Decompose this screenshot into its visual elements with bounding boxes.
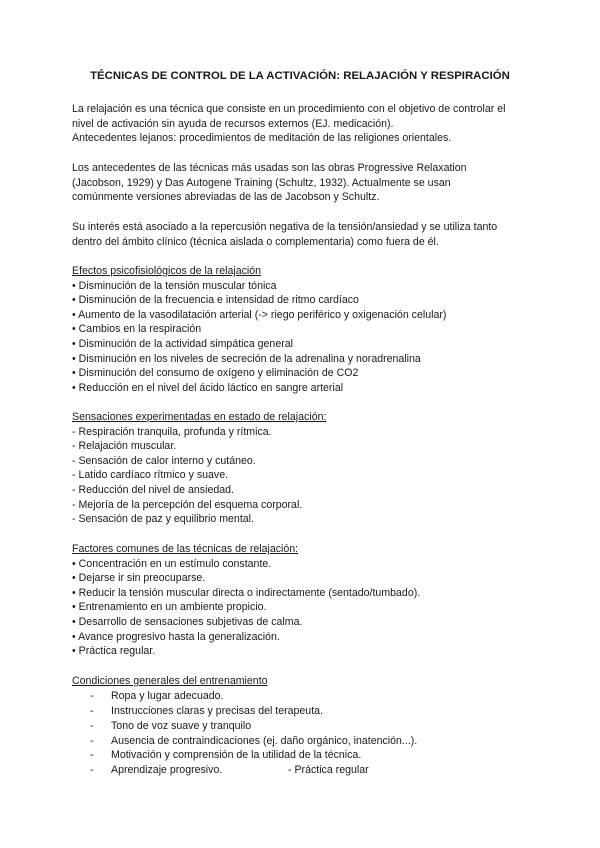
efectos-item: • Disminución de la tensión muscular tónica xyxy=(72,279,277,292)
condiciones-item xyxy=(72,748,542,763)
interes-line: Su interés está asociado a la repercusión negativa de la tensión/ansiedad y se utiliza tanto xyxy=(72,221,498,233)
condiciones-item xyxy=(72,763,542,778)
efectos-item: • Cambios en la respiración xyxy=(72,323,202,336)
sensaciones-section xyxy=(72,410,542,527)
sensaciones-item: - Sensación de paz y equilibrio mental. xyxy=(72,513,254,526)
sensaciones-item: - Relajación muscular. xyxy=(72,440,177,453)
condiciones-section xyxy=(72,674,542,778)
efectos-item: • Disminución de la actividad simpática general xyxy=(72,337,293,350)
dash-marker: - xyxy=(90,734,94,747)
factores-item: • Desarrollo de sensaciones subjetivas de calma. xyxy=(72,615,303,628)
interes-paragraph xyxy=(72,220,542,249)
condiciones-item xyxy=(72,704,542,719)
condiciones-item xyxy=(72,689,542,704)
sensaciones-item: - Reducción del nivel de ansiedad. xyxy=(72,483,234,496)
factores-item: • Dejarse ir sin preocuparse. xyxy=(72,572,206,585)
dash-marker: - xyxy=(90,764,94,777)
dash-marker: - xyxy=(90,704,94,717)
interes-line: dentro del ámbito clínico (técnica aislada o complementaria) como fuera de él. xyxy=(72,235,439,248)
condiciones-item xyxy=(72,719,542,734)
condiciones-item-text: Aprendizaje progresivo. xyxy=(111,764,223,777)
sensaciones-heading: Sensaciones experimentadas en estado de relajación: xyxy=(72,411,327,423)
condiciones-item-text: Instrucciones claras y precisas del terapeuta. xyxy=(111,704,323,717)
efectos-item: • Disminución en los niveles de secreción de la adrenalina y noradrenalina xyxy=(72,352,421,365)
antecedentes-line: comúnmente versiones abreviadas de las de Jacobson y Schultz. xyxy=(72,191,380,204)
page-title: TÉCNICAS DE CONTROL DE LA ACTIVACIÓN: RELAJACIÓN Y RESPIRACIÓN xyxy=(90,70,510,82)
antecedentes-line: (Jacobson, 1929) y Das Autogene Training (Schultz, 1932). Actualmente se usan xyxy=(72,176,451,189)
sensaciones-item: - Latido cardíaco rítmico y suave. xyxy=(72,469,229,482)
intro-line: nivel de activación sin ayuda de recursos externos (EJ. medicación). xyxy=(72,117,394,130)
antecedentes-line: Los antecedentes de las técnicas más usadas son las obras Progressive Relaxation xyxy=(72,162,467,174)
efectos-item: • Aumento de la vasodilatación arterial (-> riego periférico y oxigenación celular) xyxy=(72,308,447,321)
dash-marker: - xyxy=(90,719,94,732)
factores-item: • Concentración en un estímulo constante. xyxy=(72,557,272,570)
condiciones-item-text: Tono de voz suave y tranquilo xyxy=(111,719,252,732)
condiciones-item xyxy=(72,734,542,749)
antecedentes-paragraph xyxy=(72,161,542,205)
condiciones-item-text: Ropa y lugar adecuado. xyxy=(111,689,224,702)
efectos-section xyxy=(72,264,542,395)
intro-line: La relajación es una técnica que consiste en un procedimiento con el objetivo de controlar el xyxy=(72,103,506,115)
intro-line: Antecedentes lejanos: procedimientos de meditación de las religiones orientales. xyxy=(72,132,452,145)
efectos-heading: Efectos psicofisiológicos de la relajación xyxy=(72,265,262,277)
efectos-item: • Disminución del consumo de oxígeno y eliminación de CO2 xyxy=(72,367,359,380)
intro-paragraph xyxy=(72,102,542,146)
efectos-item: • Reducción en el nivel del ácido láctico en sangre arterial xyxy=(72,381,344,394)
sensaciones-item: - Mejoría de la percepción del esquema corporal. xyxy=(72,498,303,511)
dash-marker: - xyxy=(90,749,94,762)
dash-marker: - xyxy=(90,689,94,702)
factores-item: • Entrenamiento en un ambiente propicio. xyxy=(72,601,267,614)
condiciones-extra-text: - Práctica regular xyxy=(288,764,369,777)
condiciones-heading: Condiciones generales del entrenamiento xyxy=(72,675,268,687)
factores-heading: Factores comunes de las técnicas de relajación: xyxy=(72,543,299,555)
sensaciones-item: - Respiración tranquila, profunda y rítmica. xyxy=(72,425,272,438)
factores-item: • Práctica regular. xyxy=(72,645,156,658)
factores-item: • Avance progresivo hasta la generalización. xyxy=(72,630,280,643)
factores-section xyxy=(72,542,542,659)
sensaciones-item: - Sensación de calor interno y cutáneo. xyxy=(72,454,256,467)
condiciones-item-text: Motivación y comprensión de la utilidad de la técnica. xyxy=(111,749,362,762)
efectos-item: • Disminución de la frecuencia e intensidad de ritmo cardíaco xyxy=(72,294,359,307)
factores-item: • Reducir la tensión muscular directa o indirectamente (sentado/tumbado). xyxy=(72,586,421,599)
condiciones-item-text: Ausencia de contraindicaciones (ej. daño orgánico, inatención...). xyxy=(111,734,418,747)
